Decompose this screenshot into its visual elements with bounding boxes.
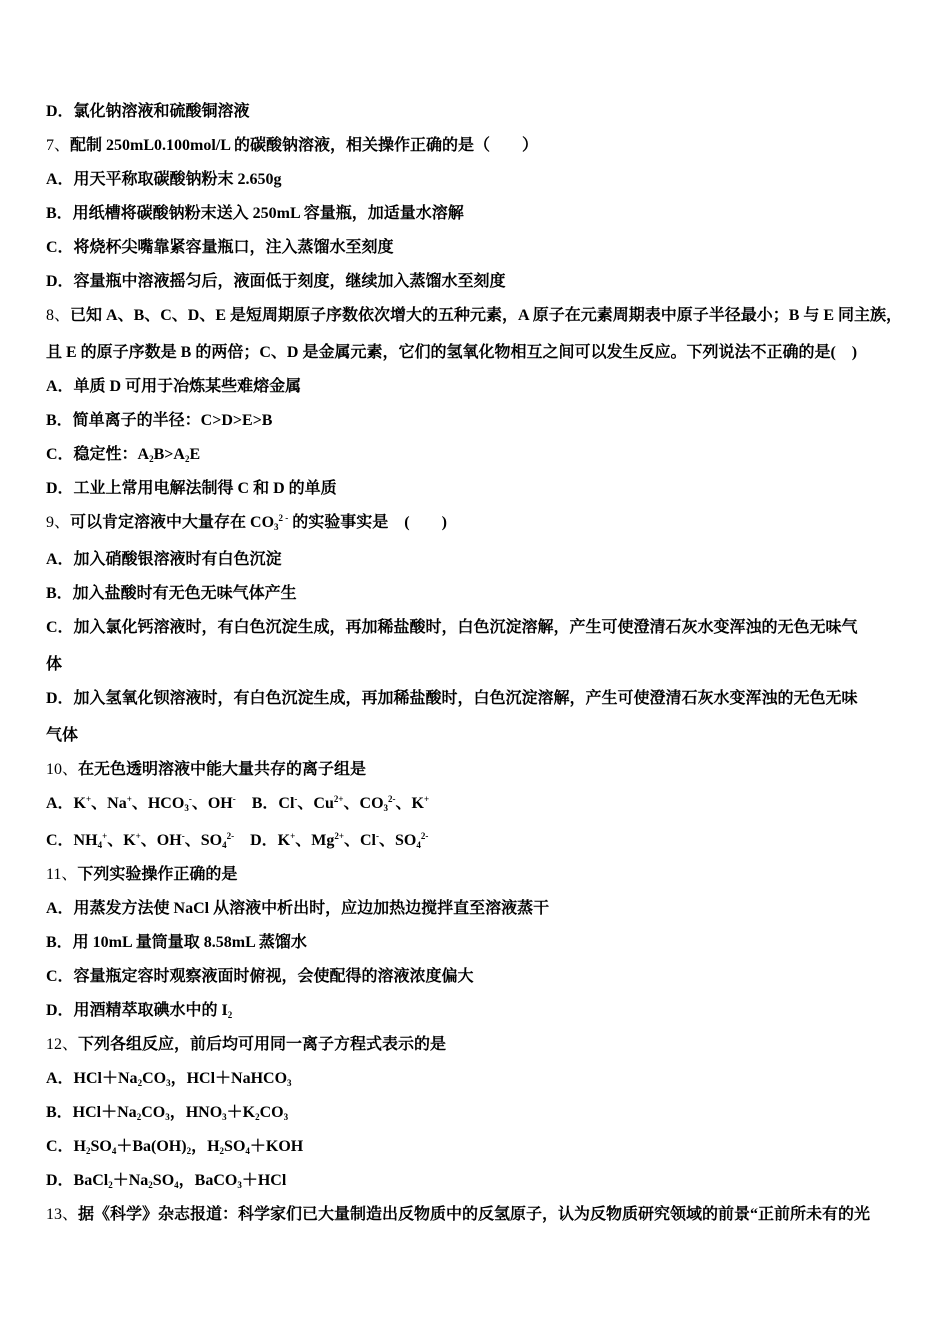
- subscript: 2: [86, 1146, 91, 1156]
- superscript: -: [181, 831, 185, 841]
- text-segment: 8、: [46, 307, 71, 324]
- text-segment: 下列各组反应，前后均可用同一离子方程式表示的是: [78, 1036, 447, 1053]
- text-segment: 7、: [46, 137, 71, 154]
- text-segment: C．NH: [46, 832, 98, 849]
- subscript: 2: [184, 454, 190, 464]
- text-line: [46, 1033, 908, 1067]
- text-line: [46, 616, 908, 653]
- subscript: 2: [148, 1180, 153, 1190]
- text-segment: C．稳定性：A: [46, 446, 150, 463]
- text-segment: B．HCl＋Na: [46, 1104, 137, 1121]
- superscript: 2 -: [278, 513, 289, 523]
- subscript: 2: [186, 1146, 192, 1156]
- text-segment: D．K: [234, 832, 291, 849]
- subscript: 4: [97, 840, 103, 850]
- superscript: +: [290, 831, 296, 841]
- text-segment: 、HCO: [131, 795, 185, 812]
- text-line: [46, 236, 908, 270]
- superscript: +: [135, 831, 141, 841]
- superscript: 2-: [226, 831, 235, 841]
- text-segment: D．工业上常用电解法制得 C 和 D 的单质: [46, 480, 337, 497]
- text-line: [46, 375, 908, 409]
- text-segment: A．加入硝酸银溶液时有白色沉淀: [46, 551, 282, 568]
- subscript: 2: [108, 1180, 113, 1190]
- text-segment: ＋Ba(OH): [116, 1138, 187, 1155]
- text-segment: SO: [90, 1138, 112, 1155]
- text-line: [46, 792, 908, 829]
- text-segment: B．简单离子的半径：C>D>E>B: [46, 412, 273, 429]
- text-segment: SO: [152, 1172, 175, 1189]
- text-segment: SO: [224, 1138, 246, 1155]
- subscript: 4: [222, 840, 227, 850]
- text-segment: 气体: [46, 727, 79, 744]
- subscript: 2: [255, 1112, 260, 1122]
- text-segment: CO: [259, 1104, 284, 1121]
- text-segment: B．用纸槽将碳酸钠粉末送入 250mL 容量瓶，加适量水溶解: [46, 205, 464, 222]
- subscript: 3: [165, 1112, 170, 1122]
- text-line: [46, 965, 908, 999]
- subscript: 4: [174, 1180, 179, 1190]
- text-segment: 13、: [46, 1206, 79, 1223]
- text-segment: B．Cl: [235, 795, 295, 812]
- text-segment: 、Cl: [343, 832, 376, 849]
- subscript: 3: [166, 1078, 171, 1088]
- text-segment: A．用天平称取碳酸钠粉末 2.650g: [46, 171, 282, 188]
- text-segment: ，H: [191, 1138, 220, 1155]
- text-segment: 且 E 的原子序数是 B 的两倍；C、D 是金属元素，它们的氢氧化物相互之间可以发生反应。下列说法不正确的是( ): [46, 344, 858, 361]
- text-line: [46, 758, 908, 792]
- text-line: [46, 1135, 908, 1169]
- subscript: 3: [283, 1112, 289, 1122]
- superscript: +: [126, 794, 132, 804]
- superscript: +: [423, 794, 430, 804]
- text-segment: C．容量瓶定容时观察液面时俯视，会使配得的溶液浓度偏大: [46, 968, 474, 985]
- text-segment: C．加入氯化钙溶液时，有白色沉淀生成，再加稀盐酸时，白色沉淀溶解，产生可使澄清石灰水变浑浊的无色无味气: [46, 619, 858, 636]
- superscript: 2-: [420, 831, 429, 841]
- text-segment: 、CO: [343, 795, 384, 812]
- text-segment: ＋KOH: [249, 1138, 304, 1155]
- text-segment: C．H: [46, 1138, 87, 1155]
- text-line: [46, 931, 908, 965]
- text-line: [46, 443, 908, 477]
- text-segment: 、K: [107, 832, 136, 849]
- text-line: [46, 304, 908, 341]
- text-line: [46, 1203, 908, 1237]
- text-segment: D．氯化钠溶液和硫酸铜溶液: [46, 103, 250, 120]
- text-segment: 、OH: [140, 832, 182, 849]
- text-segment: ＋Na: [112, 1172, 149, 1189]
- superscript: +: [86, 794, 92, 804]
- text-segment: 9、: [46, 514, 71, 531]
- text-segment: ，HCl＋NaHCO: [170, 1070, 288, 1087]
- text-segment: ＋K: [226, 1104, 256, 1121]
- text-segment: 体: [46, 656, 63, 673]
- text-segment: CO: [141, 1104, 166, 1121]
- text-segment: B．用 10mL 量筒量取 8.58mL 蒸馏水: [46, 934, 307, 951]
- subscript: 4: [245, 1146, 250, 1156]
- subscript: 3: [222, 1112, 227, 1122]
- subscript: 4: [416, 840, 421, 850]
- text-line: [46, 687, 908, 724]
- superscript: -: [375, 831, 379, 841]
- text-line: [46, 897, 908, 931]
- text-segment: ＋HCl: [241, 1172, 287, 1189]
- text-line: [46, 1101, 908, 1135]
- subscript: 3: [383, 803, 389, 813]
- superscript: -: [232, 794, 236, 804]
- text-line: [46, 582, 908, 616]
- text-segment: 、SO: [378, 832, 417, 849]
- text-segment: 、K: [395, 795, 424, 812]
- text-segment: B>A: [153, 446, 185, 463]
- text-line: [46, 341, 908, 375]
- subscript: 2: [227, 1010, 233, 1020]
- text-segment: 、SO: [184, 832, 223, 849]
- text-line: [46, 270, 908, 304]
- text-segment: D．用酒精萃取碘水中的 I: [46, 1002, 228, 1019]
- text-segment: A．用蒸发方法使 NaCl 从溶液中析出时，应边加热边搅拌直至溶液蒸干: [46, 900, 550, 917]
- text-segment: D．容量瓶中溶液摇匀后，液面低于刻度，继续加入蒸馏水至刻度: [46, 273, 506, 290]
- subscript: 2: [136, 1112, 142, 1122]
- subscript: 3: [274, 522, 279, 532]
- text-line: [46, 477, 908, 511]
- text-segment: 已知 A、B、C、D、E 是短周期原子序数依次增大的五种元素，A 原子在元素周期表中原子半径最小；B 与 E 同主族，: [70, 307, 903, 324]
- text-segment: 、OH: [191, 795, 233, 812]
- text-line: [46, 1067, 908, 1101]
- subscript: 2: [219, 1146, 225, 1156]
- text-segment: A．K: [46, 795, 87, 812]
- text-segment: 配制 250mL0.100mol/L 的碳酸钠溶液，相关操作正确的是（ ）: [70, 137, 539, 154]
- text-line: [46, 168, 908, 202]
- subscript: 3: [287, 1078, 292, 1088]
- superscript: +: [102, 831, 108, 841]
- subscript: 4: [111, 1146, 117, 1156]
- text-segment: 下列实验操作正确的是: [77, 866, 238, 883]
- subscript: 2: [149, 454, 154, 464]
- subscript: 3: [184, 803, 189, 813]
- text-line: [46, 829, 908, 863]
- subscript: 3: [237, 1180, 242, 1190]
- text-segment: A．单质 D 可用于冶炼某些难熔金属: [46, 378, 302, 395]
- text-segment: D．加入氢氧化钡溶液时，有白色沉淀生成，再加稀盐酸时，白色沉淀溶解，产生可使澄清石灰水变浑浊的无色无味: [46, 690, 858, 707]
- text-segment: 、Mg: [295, 832, 335, 849]
- text-segment: C．将烧杯尖嘴靠紧容量瓶口，注入蒸馏水至刻度: [46, 239, 394, 256]
- superscript: 2+: [333, 794, 344, 804]
- text-segment: CO: [142, 1070, 167, 1087]
- text-line: [46, 202, 908, 236]
- text-line: [46, 999, 908, 1033]
- text-line: [46, 653, 908, 687]
- text-line: [46, 409, 908, 443]
- text-segment: A．HCl＋Na: [46, 1070, 138, 1087]
- text-segment: 在无色透明溶液中能大量共存的离子组是: [78, 761, 367, 778]
- text-line: [46, 100, 908, 134]
- text-segment: E: [189, 446, 201, 463]
- text-segment: 、Cu: [297, 795, 334, 812]
- text-segment: D．BaCl: [46, 1172, 109, 1189]
- text-line: [46, 1169, 908, 1203]
- superscript: -: [294, 794, 298, 804]
- text-segment: 的实验事实是 ( ): [288, 514, 447, 531]
- text-segment: ，HNO: [169, 1104, 223, 1121]
- subscript: 2: [137, 1078, 143, 1088]
- text-segment: 可以肯定溶液中大量存在 CO: [70, 514, 275, 531]
- text-line: [46, 863, 908, 897]
- text-line: [46, 511, 908, 548]
- superscript: 2+: [334, 831, 344, 841]
- text-segment: ，BaCO: [178, 1172, 238, 1189]
- text-segment: 、Na: [91, 795, 127, 812]
- exam-document: [46, 100, 908, 1237]
- text-segment: 10、: [46, 761, 79, 778]
- superscript: -: [188, 794, 192, 804]
- text-line: [46, 134, 908, 168]
- text-segment: 据《科学》杂志报道：科学家们已大量制造出反物质中的反氢原子，认为反物质研究领域的前景“正前所未有的光: [78, 1206, 871, 1223]
- superscript: 2-: [388, 794, 396, 804]
- text-line: [46, 724, 908, 758]
- text-segment: 11、: [46, 866, 78, 883]
- text-segment: B．加入盐酸时有无色无味气体产生: [46, 585, 297, 602]
- text-line: [46, 548, 908, 582]
- text-segment: 12、: [46, 1036, 79, 1053]
